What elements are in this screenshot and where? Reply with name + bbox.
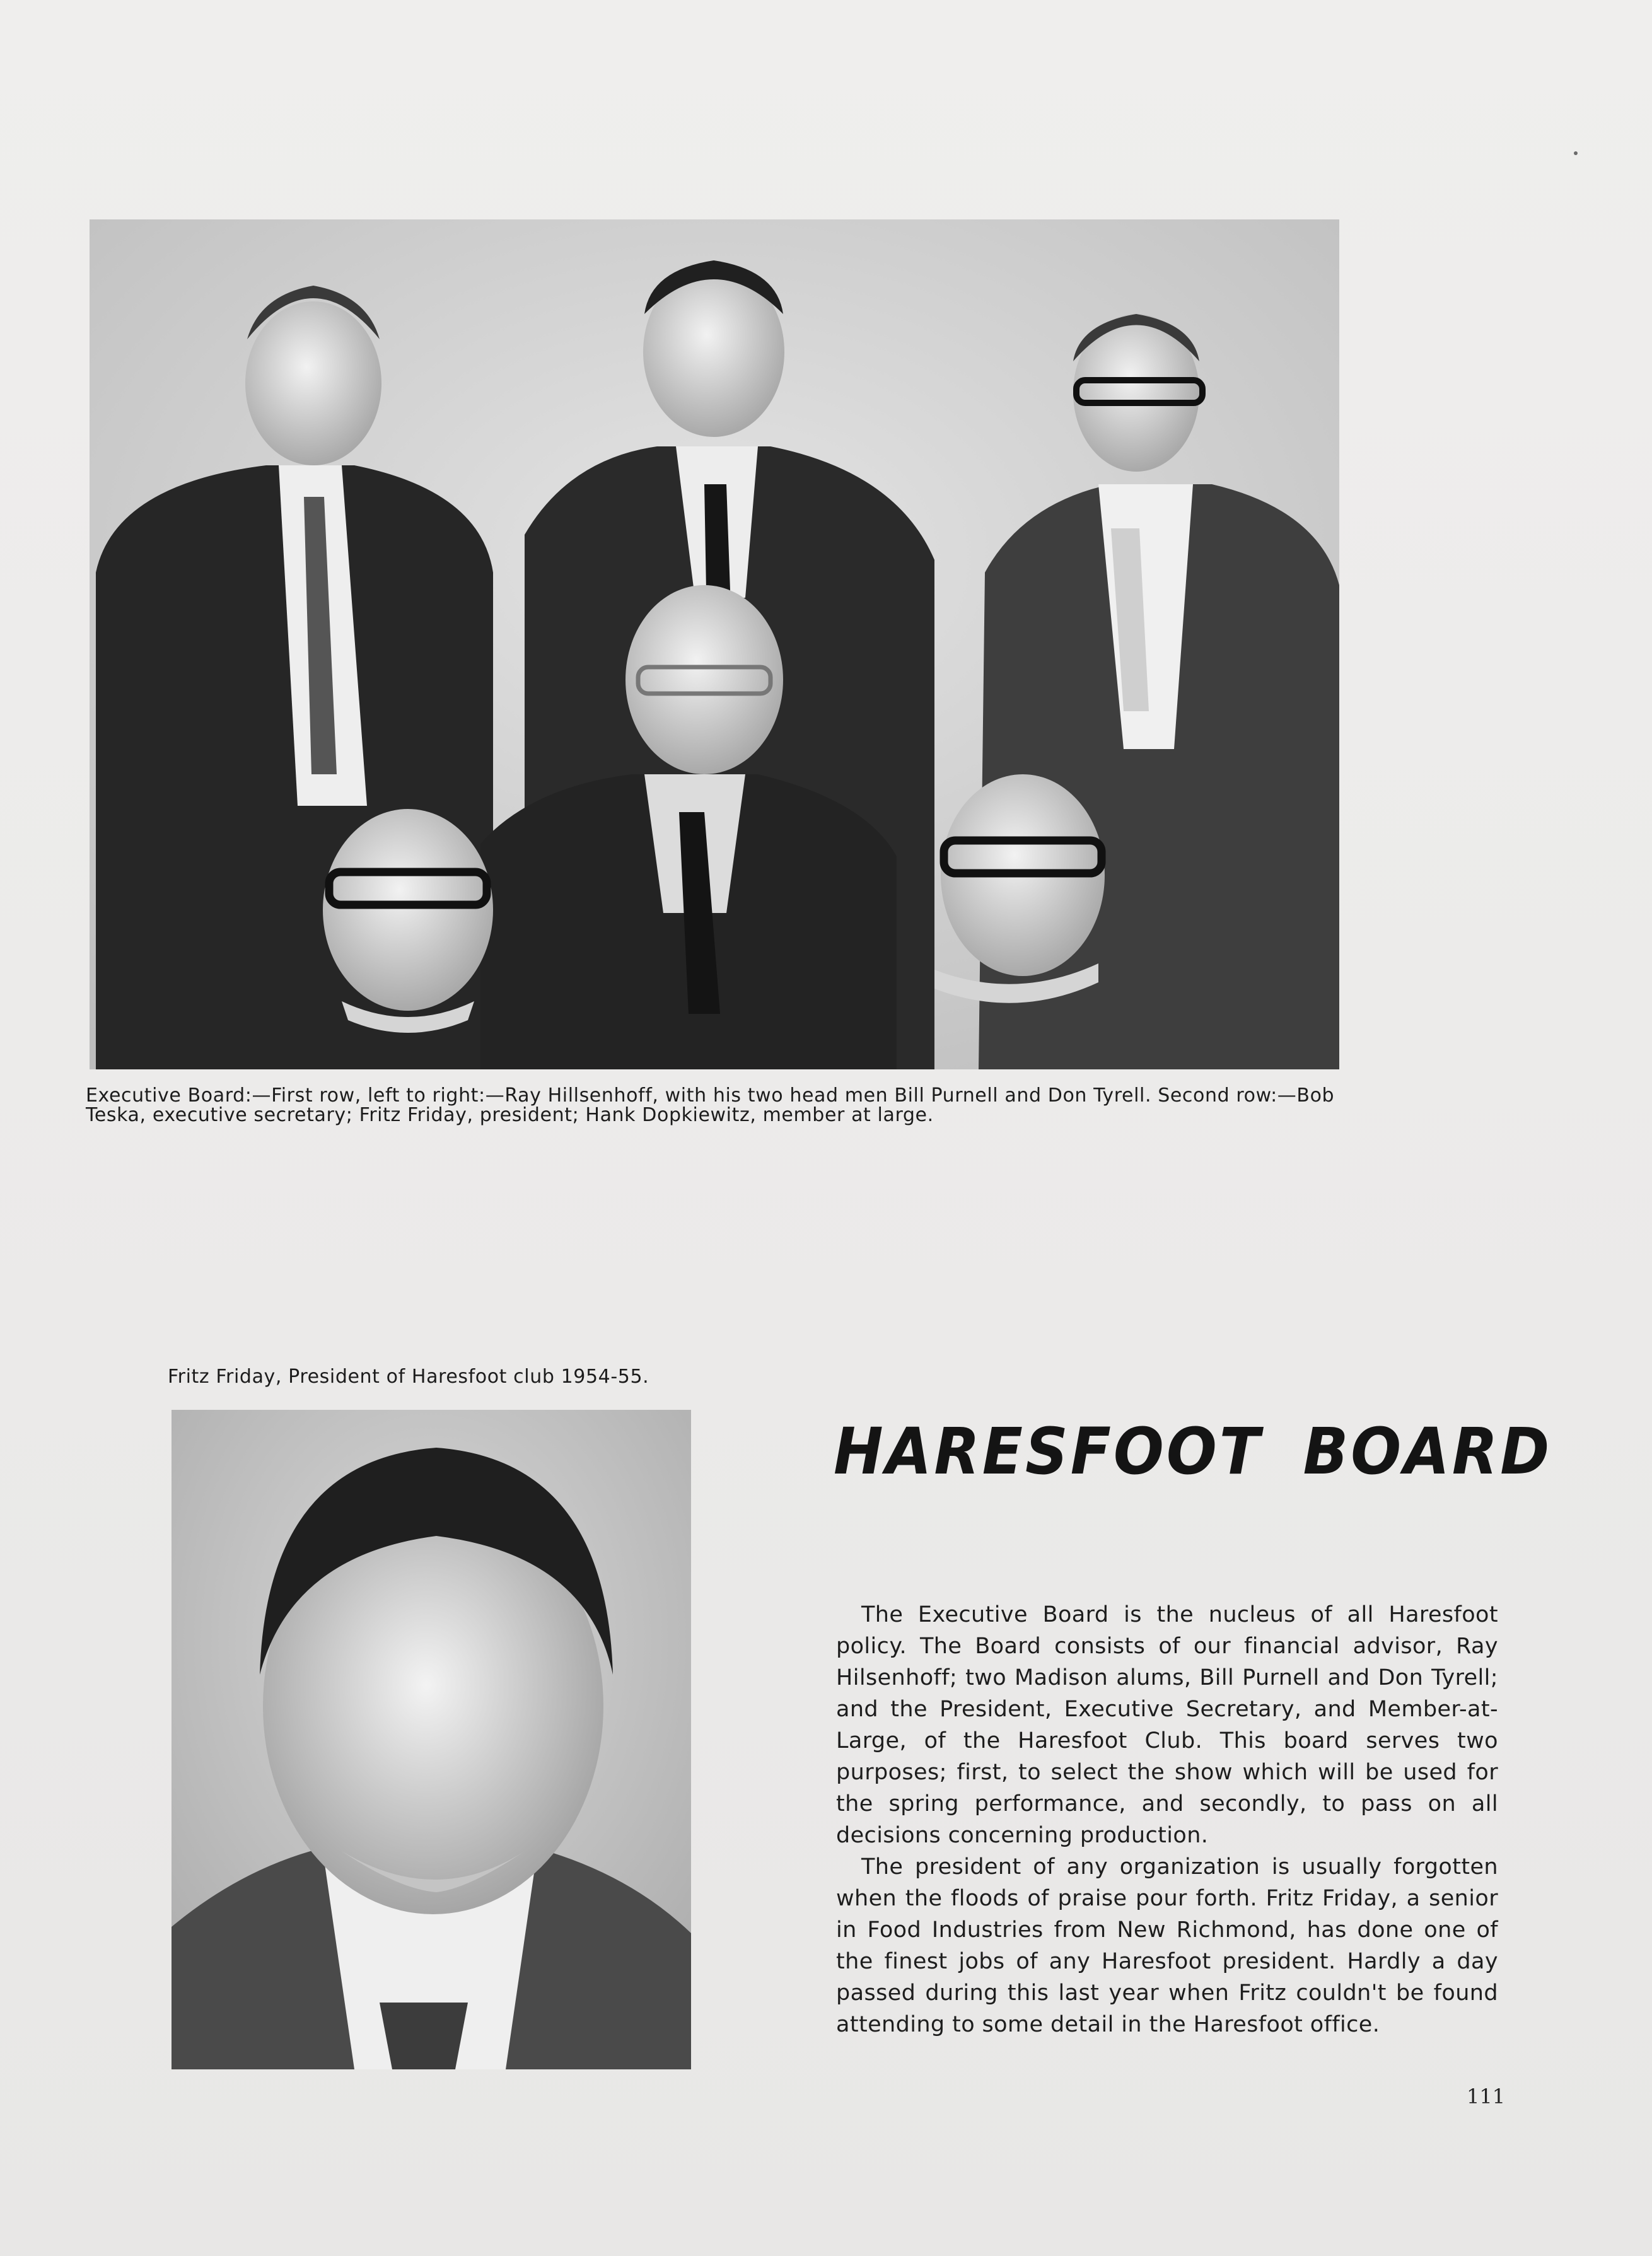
- paper-speck: [1574, 151, 1578, 155]
- executive-board-group-photo: [90, 219, 1339, 1069]
- portrait-caption: Fritz Friday, President of Haresfoot club 1954-55.: [168, 1366, 649, 1388]
- article-title: HARESFOOT BOARD: [834, 1415, 1552, 1489]
- portrait-illustration: [172, 1410, 691, 2069]
- group-photo-illustration: [90, 219, 1339, 1069]
- president-portrait-photo: [172, 1410, 691, 2069]
- article-paragraph-2: The president of any organization is usually forgotten when the floods of praise pour forth. Fritz Friday, a senior in Food Industries from New Richmond, has done one of the finest jobs of any Haresfoot president. Hardly a day passed during this last year when Fritz couldn't be found attending to some detail in the Haresfoot office.: [836, 1854, 1498, 2037]
- article-paragraph-1: The Executive Board is the nucleus of all Haresfoot policy. The Board consists of our financial advisor, Ray Hilsenhoff; two Madison alums, Bill Purnell and Don Tyrell; and the President, Executive Secretary, and Member-at-Large, of the Haresfoot Club. This board serves two purposes; first, to select the show which will be used for the spring performance, and secondly, to pass on all decisions concerning production.: [836, 1602, 1498, 1848]
- page-number: 111: [1467, 2084, 1506, 2108]
- group-photo-caption: Executive Board:—First row, left to right:—Ray Hillsenhoff, with his two head men Bill Purnell and Don Tyrell. Second row:—Bob Teska, executive secretary; Fritz Friday, president; Hank Dopkiewitz, member at large.: [86, 1084, 1335, 1126]
